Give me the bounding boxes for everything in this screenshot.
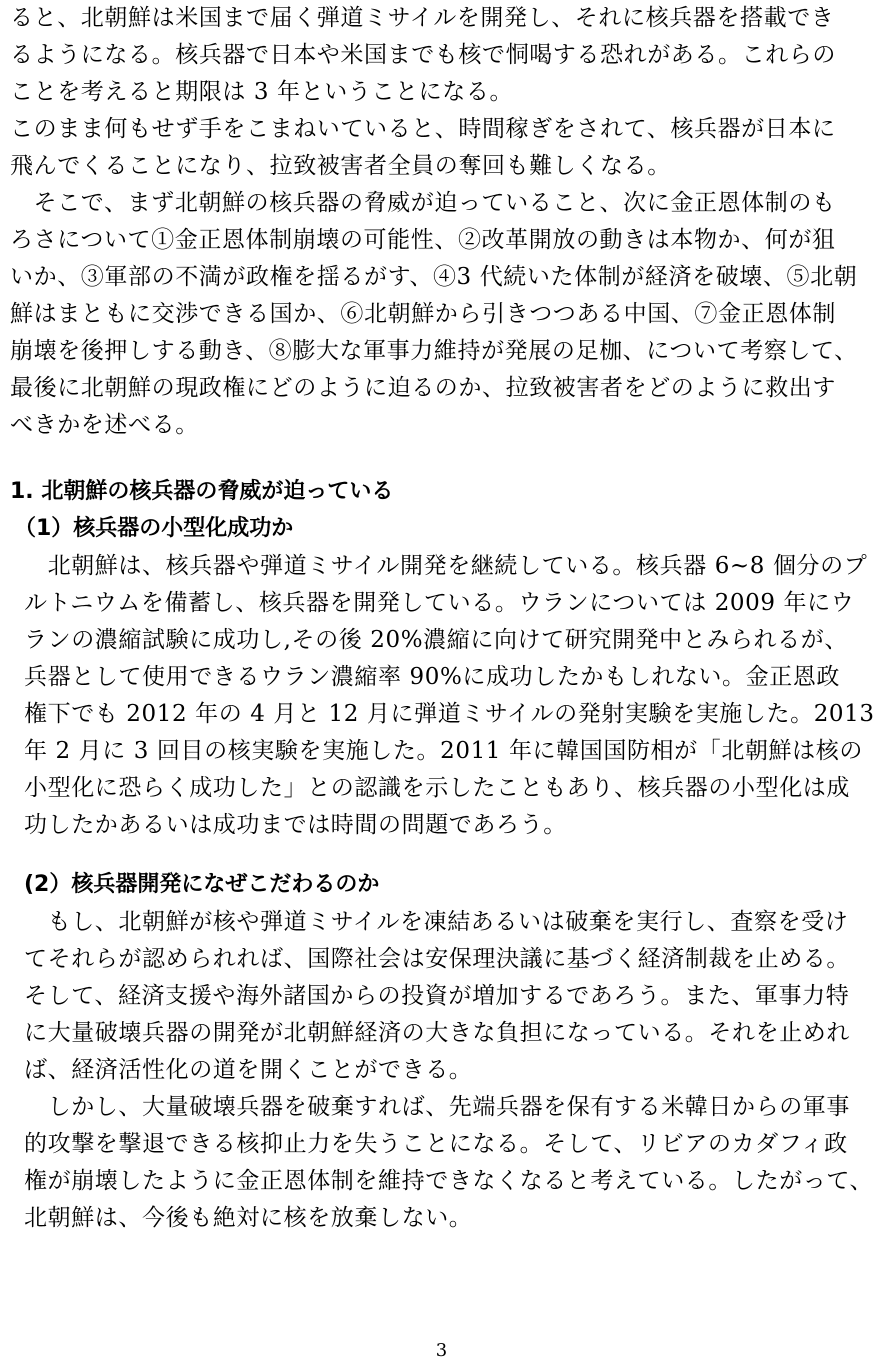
paragraph-line: 年 2 月に 3 回目の核実験を実施した。2011 年に韓国国防相が「北朝鮮は核の xyxy=(24,738,863,764)
paragraph-line: 功したかあるいは成功までは時間の問題であろう。 xyxy=(24,812,567,838)
paragraph-line: ルトニウムを備蓄し、核兵器を開発している。ウランについては 2009 年にウ xyxy=(24,590,855,616)
paragraph-line: 権が崩壊したように金正恩体制を維持できなくなると考えている。したがって、 xyxy=(24,1168,874,1194)
intro-line: ると、北朝鮮は米国まで届く弾道ミサイルを開発し、それに核兵器を搭載でき xyxy=(10,5,835,31)
paragraph-line: 小型化に恐らく成功した」との認識を示したこともあり、核兵器の小型化は成 xyxy=(24,775,850,801)
intro-line: 飛んでくることになり、拉致被害者全員の奪回も難しくなる。 xyxy=(10,153,671,179)
intro-line: 最後に北朝鮮の現政権にどのように迫るのか、拉致被害者をどのように救出す xyxy=(10,375,836,401)
intro-line: るようになる。核兵器で日本や米国までも核で恫喝する恐れがある。これらの xyxy=(10,42,836,68)
page-number: 3 xyxy=(435,1340,448,1361)
paragraph-line: 北朝鮮は、今後も絶対に核を放棄しない。 xyxy=(24,1205,473,1231)
intro-line: そこで、まず北朝鮮の核兵器の脅威が迫っていること、次に金正恩体制のも xyxy=(10,190,836,216)
intro-line: このまま何もせず手をこまねいていると、時間稼ぎをされて、核兵器が日本に xyxy=(10,116,836,142)
subsection-heading: （1）核兵器の小型化成功か xyxy=(14,516,294,541)
paragraph-line: もし、北朝鮮が核や弾道ミサイルを凍結あるいは破棄を実行し、査察を受け xyxy=(24,909,849,935)
paragraph-line: 兵器として使用できるウラン濃縮率 90%に成功したかもしれない。金正恩政 xyxy=(24,664,841,690)
paragraph-line: 権下でも 2012 年の 4 月と 12 月に弾道ミサイルの発射実験を実施した。2013 xyxy=(24,701,875,727)
paragraph-line: ランの濃縮試験に成功し,その後 20%濃縮に向けて研究開発中とみられるが、 xyxy=(24,627,848,653)
intro-line: ことを考えると期限は 3 年ということになる。 xyxy=(10,79,514,105)
intro-line: べきかを述べる。 xyxy=(10,412,199,438)
paragraph-line: しかし、大量破壊兵器を破棄すれば、先端兵器を保有する米韓日からの軍事 xyxy=(24,1094,850,1120)
intro-line: いか、③軍部の不満が政権を揺るがす、④3 代続いた体制が経済を破壊、⑤北朝 xyxy=(10,264,858,290)
paragraph-line: そして、経済支援や海外諸国からの投資が増加するであろう。また、軍事力特 xyxy=(24,983,850,1009)
paragraph-line: てそれらが認められれば、国際社会は安保理決議に基づく経済制裁を止める。 xyxy=(24,946,850,972)
paragraph-line: 北朝鮮は、核兵器や弾道ミサイル開発を継続している。核兵器 6~8 個分のプ xyxy=(24,553,868,579)
intro-line: ろさについて①金正恩体制崩壊の可能性、②改革開放の動きは本物か、何が狙 xyxy=(10,227,836,253)
intro-line: 崩壊を後押しする動き、⑧膨大な軍事力維持が発展の足枷、について考察して、 xyxy=(10,338,858,364)
intro-line: 鮮はまともに交渉できる国か、⑥北朝鮮から引きつつある中国、⑦金正恩体制 xyxy=(10,301,836,327)
subsection-heading: (2）核兵器開発になぜこだわるのか xyxy=(24,872,380,897)
paragraph-line: ば、経済活性化の道を開くことができる。 xyxy=(24,1057,473,1083)
paragraph-line: 的攻撃を撃退できる核抑止力を失うことになる。そして、リビアのカダフィ政 xyxy=(24,1131,848,1157)
section-heading: 1. 北朝鮮の核兵器の脅威が迫っている xyxy=(10,479,394,504)
paragraph-line: に大量破壊兵器の開発が北朝鮮経済の大きな負担になっている。それを止めれ xyxy=(24,1020,850,1046)
